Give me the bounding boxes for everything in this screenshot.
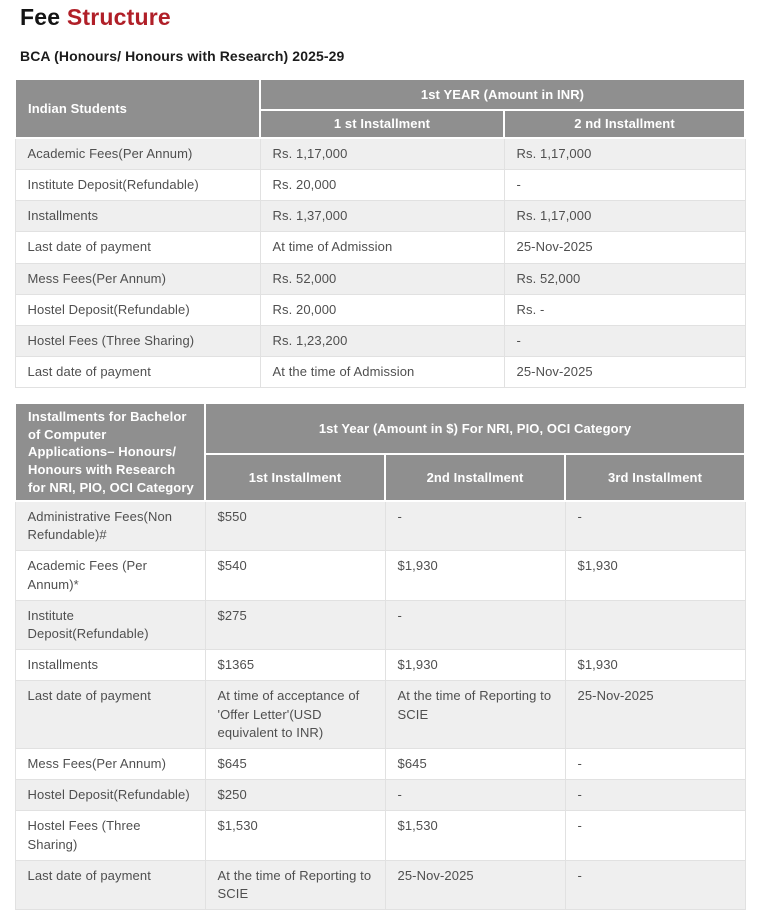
- table-row: [15, 501, 745, 551]
- cell-value: Rs. 52,000: [260, 263, 504, 294]
- row-label: Hostel Deposit(Refundable): [15, 780, 205, 811]
- cell-value: -: [565, 501, 745, 551]
- table-row: [15, 138, 745, 170]
- cell-value: -: [504, 325, 745, 356]
- row-label: Last date of payment: [15, 357, 260, 388]
- table-usd-col-header-2: 2nd Installment: [385, 454, 565, 501]
- cell-value: Rs. 20,000: [260, 294, 504, 325]
- cell-value: -: [565, 860, 745, 909]
- row-label: Installments: [15, 650, 205, 681]
- cell-value: $645: [385, 748, 565, 779]
- cell-value: $250: [205, 780, 385, 811]
- table-row: [15, 860, 745, 909]
- row-label: Academic Fees(Per Annum): [15, 138, 260, 170]
- page-title-structure: Structure: [66, 4, 171, 30]
- cell-value: 25-Nov-2025: [504, 357, 745, 388]
- cell-value: -: [565, 811, 745, 860]
- cell-value: At time of acceptance of 'Offer Letter'(USD equivalent to INR): [205, 681, 385, 749]
- row-label: Last date of payment: [15, 232, 260, 263]
- table-row: [15, 294, 745, 325]
- table-row: [15, 357, 745, 388]
- cell-value: At the time of Reporting to SCIE: [385, 681, 565, 749]
- cell-value: -: [504, 170, 745, 201]
- row-label: Institute Deposit(Refundable): [15, 170, 260, 201]
- table-inr-corner-header: Indian Students: [15, 79, 260, 138]
- cell-value: At the time of Admission: [260, 357, 504, 388]
- cell-value: 25-Nov-2025: [504, 232, 745, 263]
- row-label: Administrative Fees(Non Refundable)#: [15, 501, 205, 551]
- title-space: [60, 4, 67, 30]
- cell-value: $1365: [205, 650, 385, 681]
- cell-value: $1,930: [565, 650, 745, 681]
- table-inr-header: [15, 79, 745, 138]
- row-label: Hostel Fees (Three Sharing): [15, 325, 260, 356]
- table-usd-corner-header: Installments for Bachelor of Computer Applications– Honours/ Honours with Research for NRI, PIO, OCI Category: [15, 403, 205, 501]
- cell-value: -: [565, 748, 745, 779]
- row-label: Academic Fees (Per Annum)*: [15, 551, 205, 600]
- cell-value: At the time of Reporting to SCIE: [205, 860, 385, 909]
- cell-value: Rs. -: [504, 294, 745, 325]
- fee-table-nri-pio-oci-usd: [14, 402, 746, 910]
- cell-value: 25-Nov-2025: [565, 681, 745, 749]
- cell-value: Rs. 1,17,000: [504, 201, 745, 232]
- row-label: Hostel Deposit(Refundable): [15, 294, 260, 325]
- cell-value: Rs. 1,23,200: [260, 325, 504, 356]
- cell-value: $1,530: [385, 811, 565, 860]
- row-label: Institute Deposit(Refundable): [15, 600, 205, 649]
- table-inr-year-header: 1st YEAR (Amount in INR): [260, 79, 745, 110]
- cell-value: -: [565, 780, 745, 811]
- cell-value: At time of Admission: [260, 232, 504, 263]
- table-usd-col-header-3: 3rd Installment: [565, 454, 745, 501]
- cell-value: -: [385, 780, 565, 811]
- cell-value: [565, 600, 745, 649]
- cell-value: Rs. 1,17,000: [504, 138, 745, 170]
- cell-value: $1,930: [385, 551, 565, 600]
- row-label: Last date of payment: [15, 860, 205, 909]
- row-label: Mess Fees(Per Annum): [15, 748, 205, 779]
- table-row: [15, 811, 745, 860]
- table-usd-header: [15, 403, 745, 501]
- cell-value: Rs. 1,37,000: [260, 201, 504, 232]
- fee-table-indian-students-inr: [14, 78, 746, 388]
- cell-value: 25-Nov-2025: [385, 860, 565, 909]
- table-row: [15, 170, 745, 201]
- row-label: Installments: [15, 201, 260, 232]
- table-row: [15, 325, 745, 356]
- table-row: [15, 232, 745, 263]
- cell-value: Rs. 52,000: [504, 263, 745, 294]
- table-row: [15, 263, 745, 294]
- table-row: [15, 780, 745, 811]
- table-row: [15, 748, 745, 779]
- cell-value: $550: [205, 501, 385, 551]
- cell-value: Rs. 20,000: [260, 170, 504, 201]
- cell-value: -: [385, 600, 565, 649]
- row-label: Mess Fees(Per Annum): [15, 263, 260, 294]
- table-row: [15, 201, 745, 232]
- table-usd-header-row-year: [15, 403, 745, 453]
- cell-value: $645: [205, 748, 385, 779]
- table-row: [15, 600, 745, 649]
- program-subtitle: BCA (Honours/ Honours with Research) 2025-29: [20, 48, 345, 65]
- cell-value: $275: [205, 600, 385, 649]
- cell-value: $1,930: [385, 650, 565, 681]
- row-label: Hostel Fees (Three Sharing): [15, 811, 205, 860]
- table-row: [15, 681, 745, 749]
- cell-value: $1,530: [205, 811, 385, 860]
- page-title: [20, 5, 744, 30]
- table-inr-col-header-1: 1 st Installment: [260, 110, 504, 138]
- table-row: [15, 650, 745, 681]
- page-title-fee: Fee: [20, 4, 61, 30]
- row-label: Last date of payment: [15, 681, 205, 749]
- cell-value: $1,930: [565, 551, 745, 600]
- table-usd-col-header-1: 1st Installment: [205, 454, 385, 501]
- table-row: [15, 551, 745, 600]
- cell-value: $540: [205, 551, 385, 600]
- table-usd-year-header: 1st Year (Amount in $) For NRI, PIO, OCI Category: [205, 403, 745, 453]
- cell-value: Rs. 1,17,000: [260, 138, 504, 170]
- cell-value: -: [385, 501, 565, 551]
- table-inr-header-row-year: [15, 79, 745, 110]
- table-inr-col-header-2: 2 nd Installment: [504, 110, 745, 138]
